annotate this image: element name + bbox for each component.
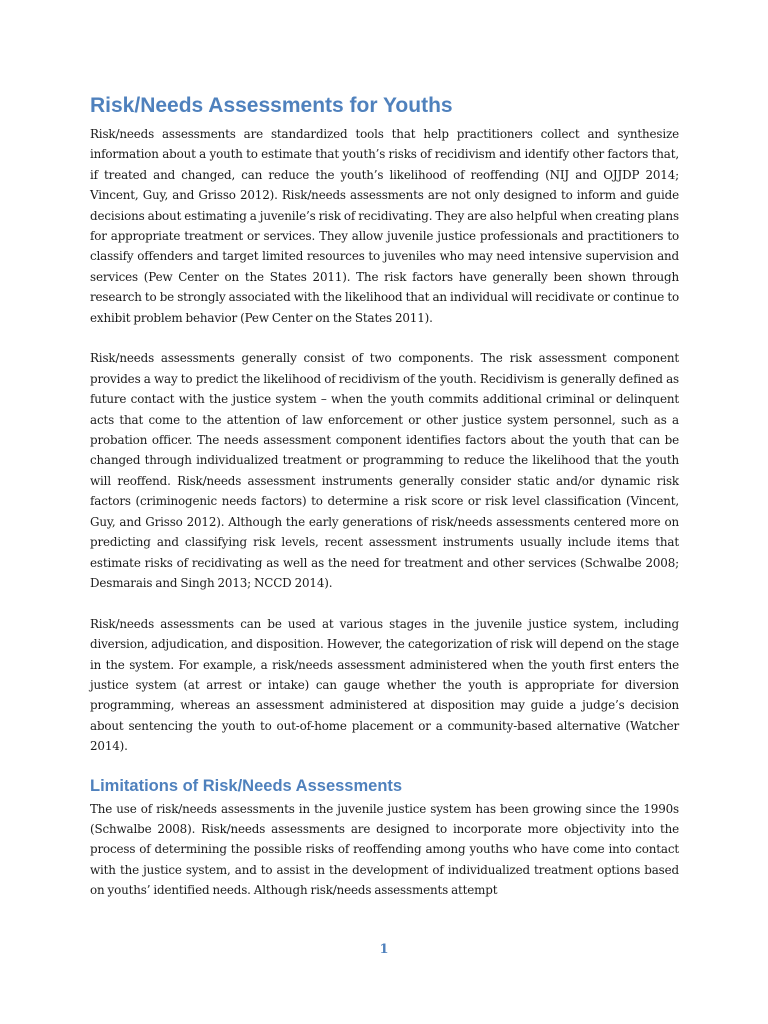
page-title: Risk/Needs Assessments for Youths: [90, 94, 453, 117]
body-paragraph: The use of risk/needs assessments in the juvenile justice system has been growing since the 1990s (Schwalbe 2008). Risk/needs assessments are designed to incorporate more objectivity into the process of determining the possible risks of reoffending among youths who have come into contact with the justice system, and to assist in the development of individualized treatment options based on youths’ identified needs. Although risk/needs assessments attempt: [90, 801, 679, 898]
section-heading: Limitations of Risk/Needs Assessments: [90, 776, 403, 795]
body-paragraph: Risk/needs assessments generally consist of two components. The risk assessment component provides a way to predict the likelihood of recidivism of the youth. Recidivism is generally defined as future contact with the justice system – when the youth commits additional criminal or delinquent acts that come to the attention of law enforcement or other justice system personnel, such as a probation officer. The needs assessment component identifies factors about the youth that can be changed through individualized treatment or programming to reduce the likelihood that the youth will reoffend. Risk/needs assessment instruments generally consider static and/or dynamic risk factors (criminogenic needs factors) to determine a risk score or risk level classification (Vincent, Guy, and Grisso 2012). Although the early generations of risk/needs assessments centered more on predicting and classifying risk levels, recent assessment instruments usually include items that estimate risks of recidivating as well as the need for treatment and other services (Schwalbe 2008; Desmarais and Singh 2013; NCCD 2014).: [90, 351, 679, 590]
page-content: [90, 92, 679, 901]
paragraph-spacer: [90, 593, 679, 613]
body-paragraph: Risk/needs assessments can be used at various stages in the juvenile justice system, including diversion, adjudication, and disposition. However, the categorization of risk will depend on the stage in the system. For example, a risk/needs assessment administered when the youth first enters the justice system (at arrest or intake) can gauge whether the youth is appropriate for diversion programming, whereas an assessment administered at disposition may guide a judge’s decision about sentencing the youth to out-of-home placement or a community-based alternative (Watcher 2014).: [90, 616, 679, 754]
paragraph-spacer: [90, 328, 679, 348]
body-paragraph: Risk/needs assessments are standardized tools that help practitioners collect and synthesize information about a youth to estimate that youth’s risks of recidivism and identify other factors that, if treated and changed, can reduce the youth’s likelihood of reoffending (NIJ and OJJDP 2014; Vincent, Guy, and Grisso 2012). Risk/needs assessments are not only designed to inform and guide decisions about estimating a juvenile’s risk of recidivating. They are also helpful when creating plans for appropriate treatment or services. They allow juvenile justice professionals and practitioners to classify offenders and target limited resources to juveniles who may need intensive supervision and services (Pew Center on the States 2011). The risk factors have generally been shown through research to be strongly associated with the likelihood that an individual will recidivate or continue to exhibit problem behavior (Pew Center on the States 2011).: [90, 127, 679, 325]
section-spacer: [90, 757, 679, 775]
page-number: 1: [379, 942, 389, 957]
